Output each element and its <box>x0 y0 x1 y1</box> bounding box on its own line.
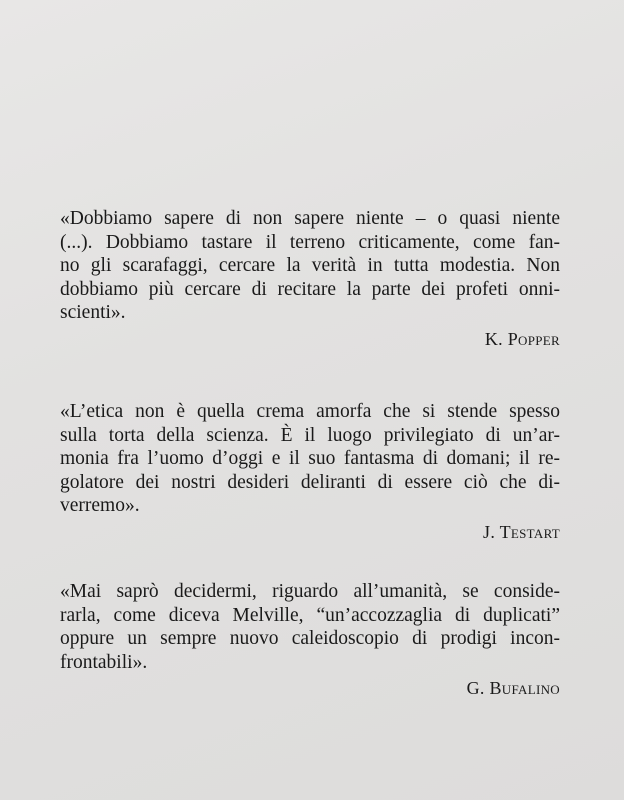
quote-author: K. Popper <box>484 328 560 349</box>
quote-testart <box>60 400 560 543</box>
quote-line: (...). Dobbiamo tastare il terreno criticamente, come fan- <box>60 231 560 253</box>
quote-line: scienti». <box>60 302 126 323</box>
quote-line: sulla torta della scienza. È il luogo privilegiato di un’ar- <box>60 424 560 446</box>
quote-line: «Mai saprò decidermi, riguardo all’umanità, se conside- <box>60 581 560 602</box>
quote-line: rarla, come diceva Melville, “un’accozzaglia di duplicati” <box>60 604 560 626</box>
quote-line: monia fra l’uomo d’oggi e il suo fantasma di domani; il re- <box>60 448 560 469</box>
quote-line: «L’etica non è quella crema amorfa che si stende spesso <box>60 401 560 422</box>
quote-line: golatore dei nostri desideri deliranti di essere ciò che di- <box>60 471 560 493</box>
quote-text <box>60 207 560 325</box>
quote-line: «Dobbiamo sapere di non sapere niente – o quasi niente <box>60 208 560 229</box>
quote-line: frontabili». <box>60 651 148 673</box>
quote-line: verremo». <box>60 495 140 516</box>
quote-line: dobbiamo più cercare di recitare la parte dei profeti onni- <box>60 278 560 300</box>
quote-text <box>60 400 560 518</box>
quote-bufalino <box>60 580 560 699</box>
quote-line: oppure un sempre nuovo caleidoscopio di prodigi incon- <box>60 628 560 649</box>
quote-author: J. Testart <box>483 521 560 542</box>
quote-author: G. Bufalino <box>466 678 560 698</box>
quote-line: no gli scarafaggi, cercare la verità in tutta modestia. Non <box>60 255 560 276</box>
quote-popper <box>60 207 560 350</box>
quote-text <box>60 580 560 674</box>
